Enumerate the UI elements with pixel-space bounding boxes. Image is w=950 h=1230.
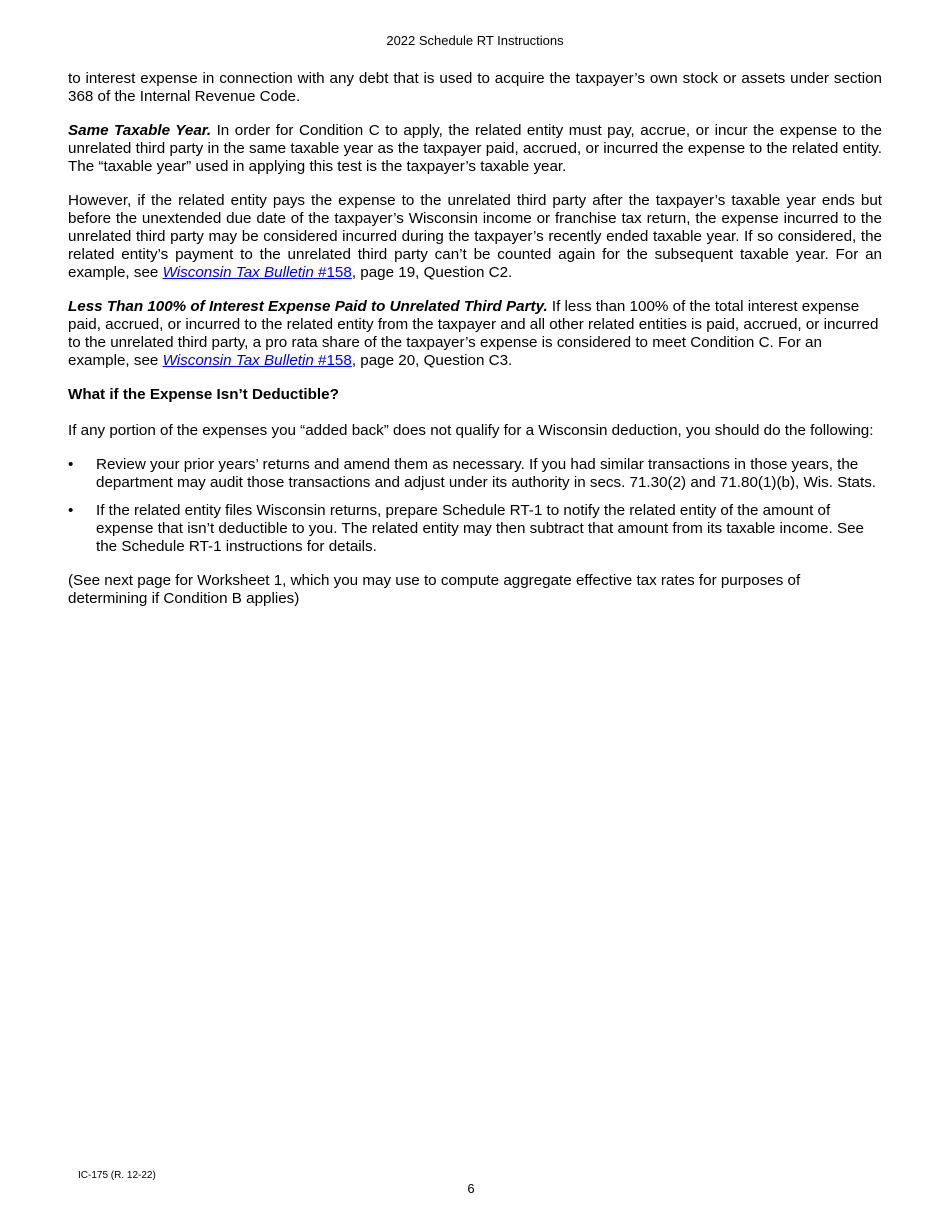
lead-same-taxable-year: Same Taxable Year. bbox=[68, 122, 212, 139]
section-heading-not-deductible: What if the Expense Isn’t Deductible? bbox=[68, 386, 339, 403]
bullet-icon: • bbox=[68, 456, 74, 473]
paragraph-text-after: , page 20, Question C3. bbox=[351, 352, 513, 369]
paragraph-text: However, if the related entity pays the expense to the unrelated third party after the taxpayer’s taxable year ends but before the unextended due date of the taxpayer’s Wisconsin income or franchise tax return, the expense incurred to the unrelated third party may be considered incurred during the taxpayer’s recently ended taxable year. If so considered, the related entity’s payment to the unrelated third party can’t be counted again for the subsequent taxable year. For an example, see bbox=[68, 192, 882, 281]
list-item bbox=[68, 456, 882, 492]
page-number: 6 bbox=[467, 1181, 475, 1196]
list-item bbox=[68, 502, 882, 556]
paragraph-added-back: If any portion of the expenses you “added back” does not qualify for a Wisconsin deduction, you should do the following: bbox=[68, 422, 874, 439]
list-item-text: Review your prior years’ returns and amend them as necessary. If you had similar transactions in those years, the department may audit those transactions and adjust under its authority in secs. 71.30(2) and 71.80(1)(b), Wis. Stats. bbox=[96, 456, 877, 491]
link-number-text: #158 bbox=[313, 352, 352, 369]
page-header: 2022 Schedule RT Instructions bbox=[386, 33, 564, 48]
form-identifier: IC-175 (R. 12-22) bbox=[78, 1170, 156, 1181]
bullet-icon: • bbox=[68, 502, 74, 519]
link-tax-bulletin-158[interactable] bbox=[163, 264, 352, 281]
link-italic-text: Wisconsin Tax Bulletin bbox=[162, 352, 314, 369]
paragraph-see-next-page: (See next page for Worksheet 1, which you may use to compute aggregate effective tax rates for purposes of determining if Condition B applies) bbox=[68, 572, 801, 607]
link-number-text: #158 bbox=[313, 264, 352, 281]
paragraph-text-after: , page 19, Question C2. bbox=[351, 264, 513, 281]
document-body bbox=[68, 70, 882, 624]
lead-less-than-100: Less Than 100% of Interest Expense Paid to Unrelated Third Party. bbox=[68, 298, 548, 315]
bullet-list bbox=[68, 456, 882, 556]
paragraph-however bbox=[68, 192, 882, 282]
paragraph-interest-expense: to interest expense in connection with any debt that is used to acquire the taxpayer’s own stock or assets under section 368 of the Internal Revenue Code. bbox=[68, 70, 882, 105]
list-item-text: If the related entity files Wisconsin returns, prepare Schedule RT-1 to notify the related entity of the amount of expense that isn’t deductible to you. The related entity may then subtract that amount from its taxable income. See the Schedule RT-1 instructions for details. bbox=[96, 502, 864, 555]
paragraph-text: In order for Condition C to apply, the related entity must pay, accrue, or incur the expense to the unrelated third party in the same taxable year as the taxpayer paid, accrued, or incurred the expense to the related entity. The “taxable year” used in applying this test is the taxpayer’s taxable year. bbox=[68, 122, 882, 175]
paragraph-same-taxable-year bbox=[68, 122, 882, 176]
link-tax-bulletin-158-c3[interactable] bbox=[163, 352, 352, 369]
paragraph-less-than-100 bbox=[68, 298, 882, 370]
link-italic-text: Wisconsin Tax Bulletin bbox=[162, 264, 314, 281]
paragraph-text: If less than 100% of the total interest expense paid, accrued, or incurred to the related entity from the taxpayer and all other related entities is paid, accrued, or incurred to the unrelated third party, a pro rata share of the taxpayer’s expense is considered to meet Condition C. For an example, see bbox=[68, 298, 879, 369]
